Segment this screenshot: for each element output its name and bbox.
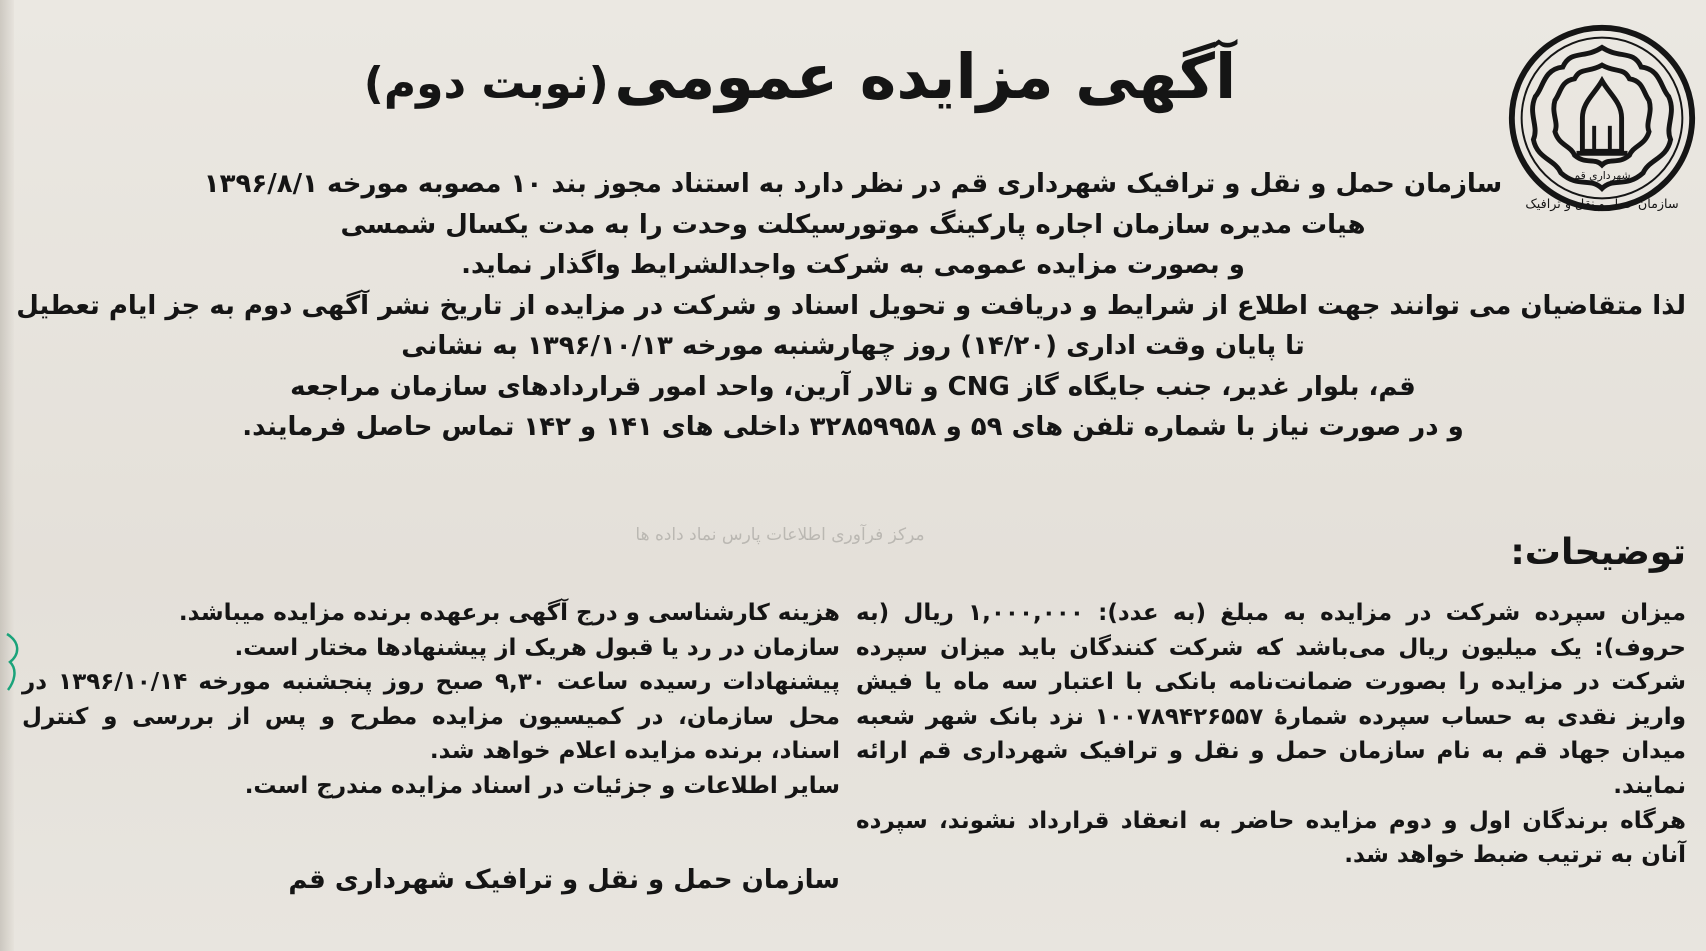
title-main: آگهی مزایده عمومی — [614, 40, 1237, 113]
watermark-text: مرکز فرآوری اطلاعات پارس نماد داده ها — [635, 525, 925, 545]
logo-inner-text: شهرداری قم — [1573, 168, 1631, 182]
page-title — [300, 40, 1300, 113]
note-costs: هزینه کارشناسی و درج آگهی برعهده برنده مزایده میباشد. — [178, 600, 840, 626]
intro-line-2: هیات مدیره سازمان اجاره پارکینگ موتورسیکلت وحدت را به مدت یکسال شمسی — [340, 209, 1366, 240]
note-forfeit: هرگاه برندگان اول و دوم مزایده حاضر به انعقاد قرارداد نشوند، سپرده آنان به ترتیب ضبط خواهد شد. — [856, 807, 1686, 869]
logo-arc-text: سازمان حمل و نقل و ترافیک — [1525, 197, 1679, 213]
note-rights: سازمان در رد یا قبول هریک از پیشنهادها مختار است. — [234, 634, 840, 661]
title-sub: (نوبت دوم) — [363, 58, 609, 109]
intro-paragraph — [16, 164, 1686, 448]
notes-heading: توضیحات: — [1510, 532, 1686, 573]
note-opening: پیشنهادات رسیده ساعت ۹,۳۰ صبح روز پنجشنبه مورخه ۱۳۹۶/۱۰/۱۴ در محل سازمان، در کمیسیون مزایده مطرح و پس از بررسی و کنترل اسناد، برنده مزایده اعلام خواهد شد. — [22, 669, 840, 765]
notes-right-column — [856, 596, 1686, 873]
intro-line-7: و در صورت نیاز با شماره تلفن های ۵۹ و ۳۲۸۵۹۹۵۸ داخلی های ۱۴۱ و ۱۴۲ تماس حاصل فرمایند. — [242, 412, 1464, 442]
intro-line-5: تا پایان وقت اداری (۱۴/۲۰) روز چهارشنبه مورخه ۱۳۹۶/۱۰/۱۳ به نشانی — [401, 331, 1305, 361]
note-details: سایر اطلاعات و جزئیات در اسناد مزایده مندرج است. — [244, 772, 840, 799]
notes-left-column — [22, 596, 840, 804]
signature: سازمان حمل و نقل و ترافیک شهرداری قم — [288, 865, 840, 895]
intro-line-1: سازمان حمل و نقل و ترافیک شهرداری قم در نظر دارد به استناد مجوز بند ۱۰ مصوبه مورخه ۱۳۹۶/۸/۱ — [203, 169, 1503, 199]
scan-edge-shadow — [0, 0, 14, 951]
intro-line-6: قم، بلوار غدیر، جنب جایگاه گاز CNG و تالار آرین، واحد امور قراردادهای سازمان مراجعه — [290, 371, 1416, 402]
pen-mark-icon — [4, 632, 24, 692]
intro-line-4: لذا متقاضیان می توانند جهت اطلاع از شرایط و دریافت و تحویل اسناد و شرکت در مزایده از تاریخ نشر آگهی دوم به جز ایام تعطیل — [16, 290, 1686, 321]
note-deposit: میزان سپرده شرکت در مزایده به مبلغ (به عدد): ۱,۰۰۰,۰۰۰ ریال (به حروف): یک میلیون ریال می‌باشد که شرکت کنندگان باید میزان سپرده شرکت در مزایده را بصورت ضمانت‌نامه بانکی با اعتبار سه ماه یا فیش واریز نقدی به حساب سپرده شمارهٔ ۱۰۰۷۸۹۴۲۶۵۵۷ نزد بانک شهر شعبه میدان جهاد قم به نام سازمان حمل و نقل و ترافیک شهرداری قم ارائه نمایند. — [856, 600, 1686, 799]
intro-line-3: و بصورت مزایده عمومی به شرکت واجدالشرایط واگذار نماید. — [461, 250, 1245, 280]
